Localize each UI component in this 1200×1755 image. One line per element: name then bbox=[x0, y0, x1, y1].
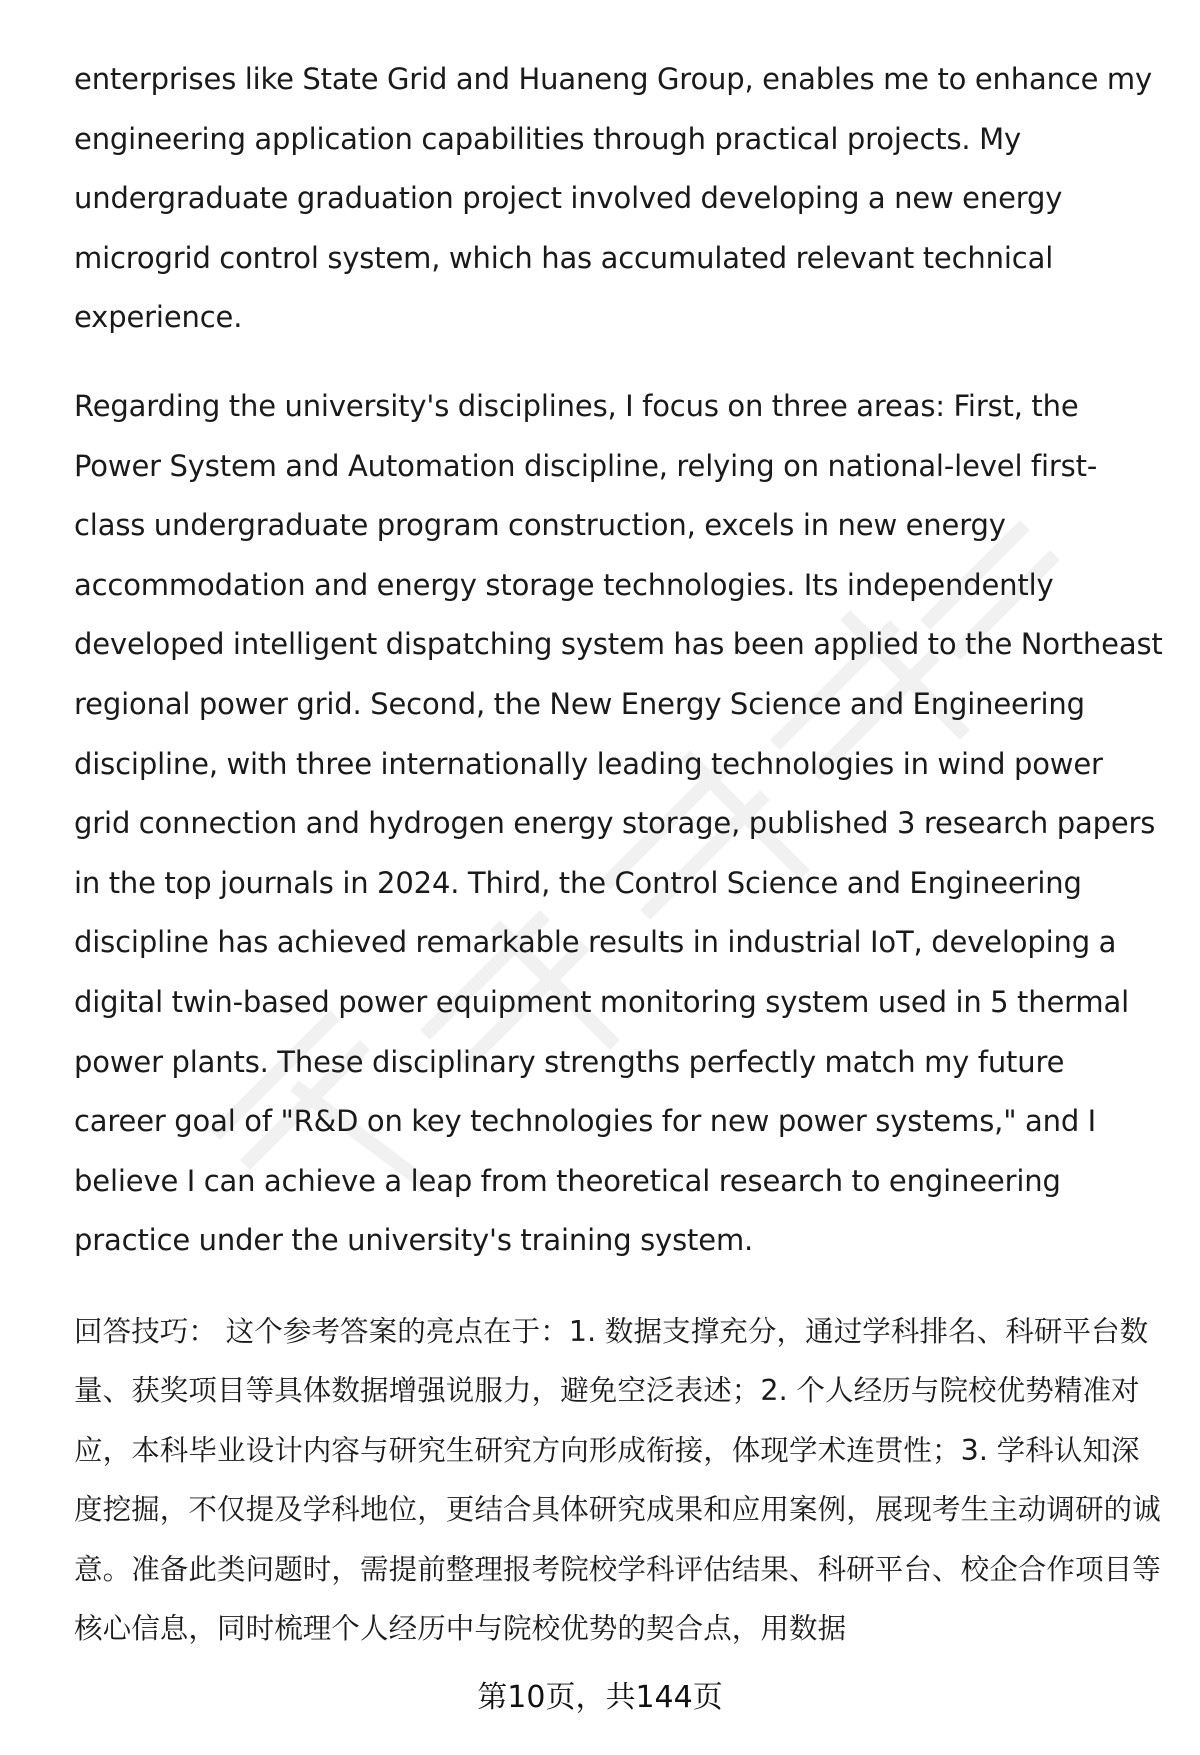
paragraph-answer-tips: 回答技巧： 这个参考答案的亮点在于：1. 数据支撑充分，通过学科排名、科研平台数量、获奖项目等具体数据增强说服力，避免空泛表述；2. 个人经历与院校优势精准对应，本科毕业设计内容与研究生研究方向形成衔接，体现学术连贯性；3. 学科认知深度挖掘，不仅提及学科地位，更结合具体研究成果和应用案例，展现考生主动调研的诚意。准备此类问题时，需提前整理报考院校学科评估结果、科研平台、校企合作项目等核心信息，同时梳理个人经历中与院校优势的契合点，用数据 bbox=[74, 1314, 1161, 1645]
paragraph-engineering-experience: enterprises like State Grid and Huaneng Group, enables me to enhance my engineering application capabilities through practical projects. My undergraduate graduation project involved developing a new energy microgrid control system, which has accumulated relevant technical experience. bbox=[74, 62, 1152, 335]
page-number-footer: 第10页，共144页 bbox=[477, 1680, 723, 1715]
document-body bbox=[74, 50, 1164, 1658]
paragraph-university-disciplines: Regarding the university's disciplines, I focus on three areas: First, the Power System and Automation discipline, relying on national-level first-class undergraduate program construction, excels in new energy accommodation and energy storage technologies. Its independently developed intelligent dispatching system has been applied to the Northeast regional power grid. Second, the New Energy Science and Engineering discipline, with three internationally leading technologies in wind power grid connection and hydrogen energy storage, published 3 research papers in the top journals in 2024. Third, the Control Science and Engineering discipline has achieved remarkable results in industrial IoT, developing a digital twin-based power equipment monitoring system used in 5 thermal power plants. These disciplinary strengths perfectly match my future career goal of "R&D on key technologies for new power systems," and I believe I can achieve a leap from theoretical research to engineering practice under the university's training system. bbox=[74, 388, 1163, 1258]
